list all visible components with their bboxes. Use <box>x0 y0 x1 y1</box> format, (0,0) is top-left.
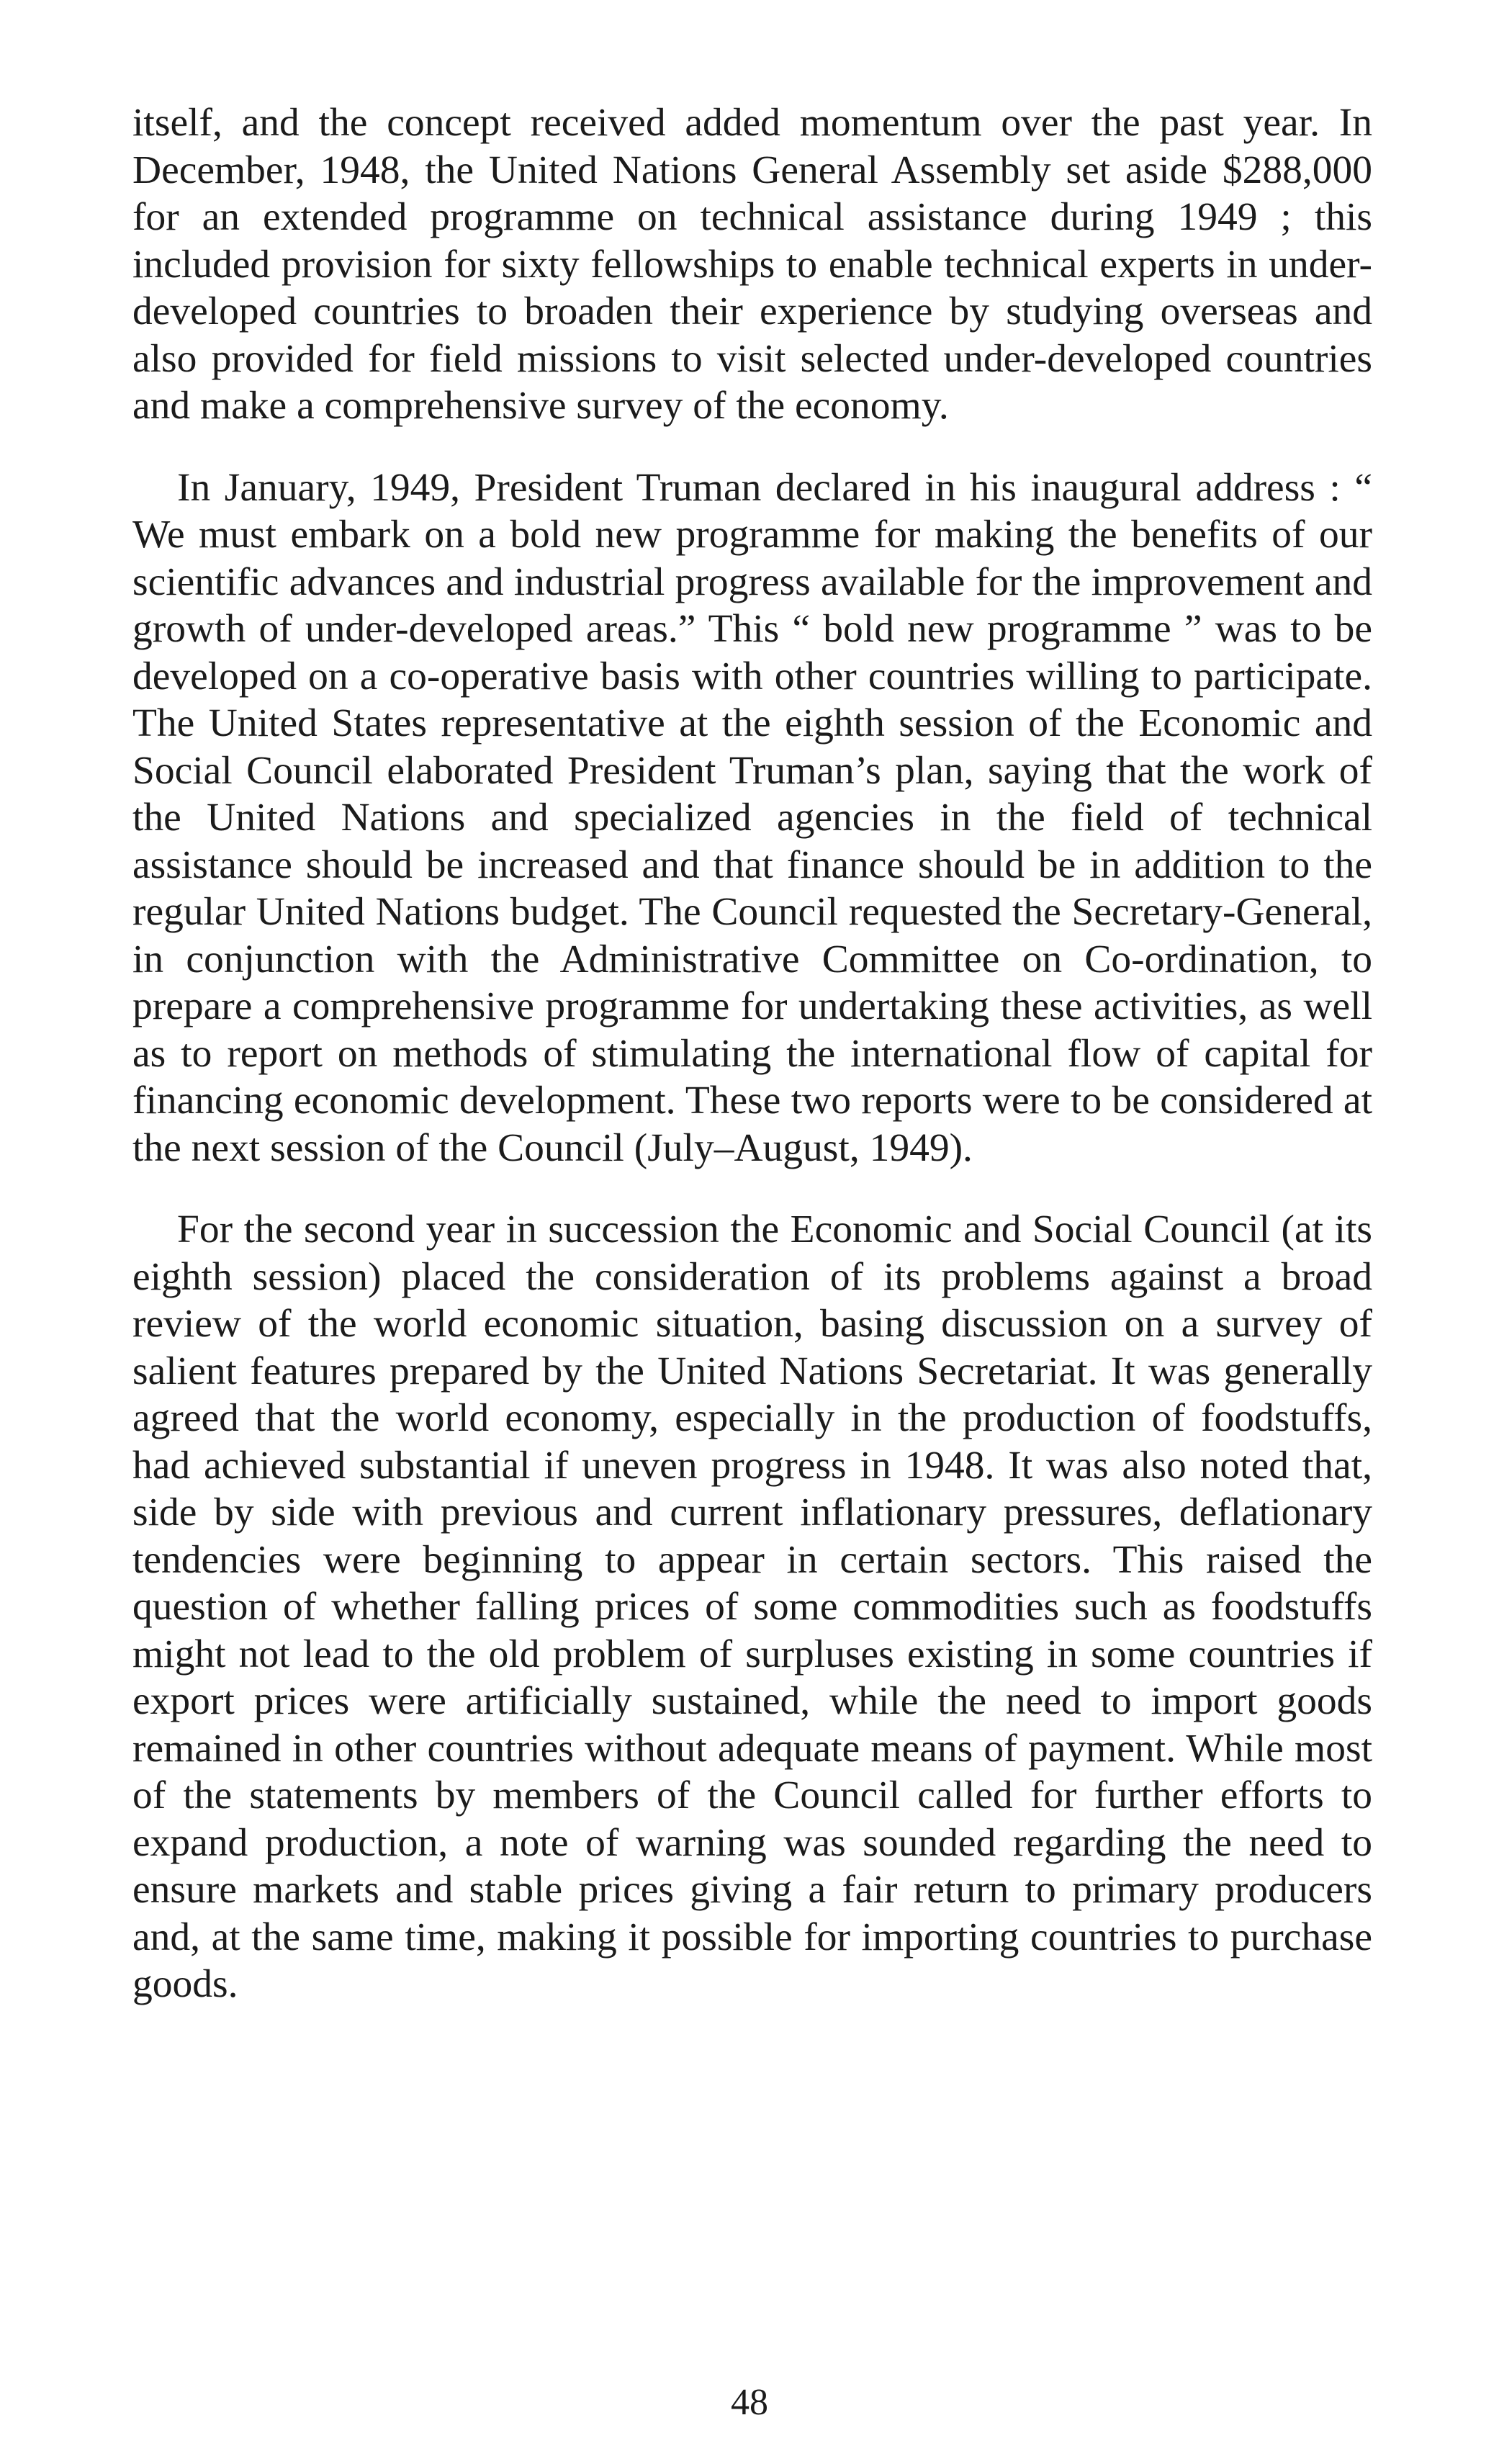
paragraph-economic-review: For the second year in succession the Economic and Social Council (at its eighth session) placed the consideration of its problems against a broad review of the world economic situation, basing discussion on a survey of salient features prepared by the United Nations Secretariat. It was generally agreed that the world economy, especially in the production of foodstuffs, had achieved substantial if uneven progress in 1948. It was also noted that, side by side with previous and current inflationary pressures, deflationary tendencies were beginning to appear in certain sectors. This raised the question of whether falling prices of some commodities such as foodstuffs might not lead to the old problem of surpluses existing in some countries if export prices were artificially sustained, while the need to import goods remained in other countries without adequate means of payment. While most of the statements by members of the Council called for further efforts to expand production, a note of warning was sounded regarding the need to ensure markets and stable prices giving a fair return to primary producers and, at the same time, making it possible for importing countries to purchase goods. <box>132 1208 1372 2006</box>
paragraph-technical-assistance: itself, and the concept received added momentum over the past year. In December, 1948, the United Nations General Assembly set aside $288,000 for an extended programme on technical assistance during 1949 ; this included provision for sixty fellowships to enable technical experts in under-developed countries to broaden their experience by studying overseas and also provided for field missions to visit selected under-developed countries and make a comprehensive survey of the economy. <box>132 101 1372 428</box>
page-number: 48 <box>731 2382 768 2423</box>
page-body <box>132 99 1372 2008</box>
paragraph-truman-address: In January, 1949, President Truman declared in his inaugural address : “ We must embark on a bold new programme for making the benefits of our scientific advances and industrial progress available for the improvement and growth of under-developed areas.” This “ bold new programme ” was to be developed on a co-operative basis with other countries willing to participate. The United States representative at the eighth session of the Economic and Social Council elaborated President Truman’s plan, saying that the work of the United Nations and specialized agencies in the field of technical assistance should be increased and that finance should be in addition to the regular United Nations budget. The Council requested the Secretary-General, in conjunction with the Administrative Committee on Co-ordination, to prepare a comprehensive programme for undertaking these activities, as well as to report on methods of stimulating the international flow of capital for financing economic development. These two reports were to be considered at the next session of the Council (July–August, 1949). <box>132 465 1372 1170</box>
